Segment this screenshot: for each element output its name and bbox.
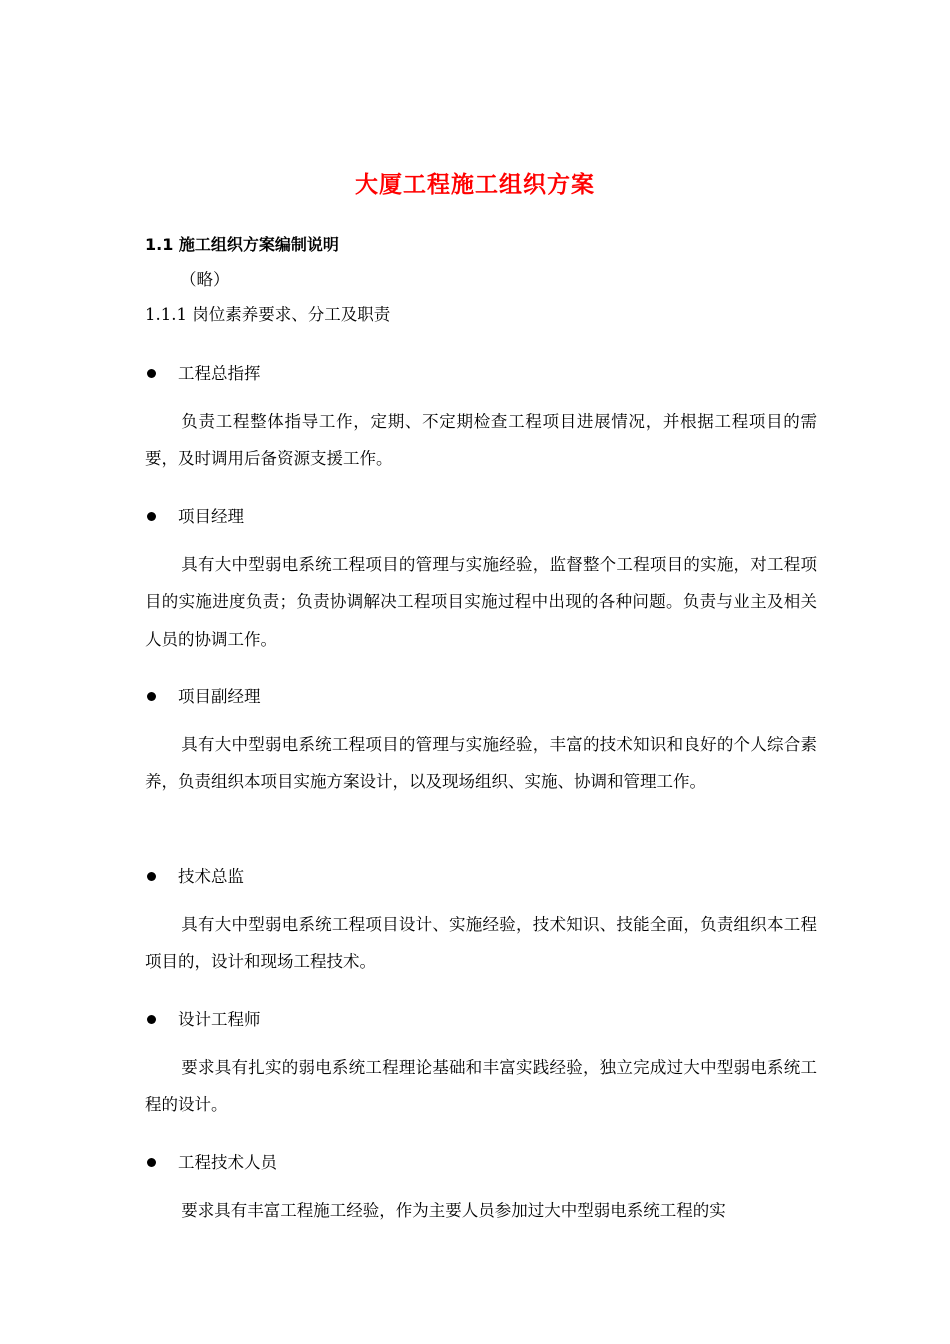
role-heading: 工程技术人员 xyxy=(178,1153,277,1172)
section-note: （略） xyxy=(180,270,230,289)
bullet-icon xyxy=(147,369,156,378)
role-heading: 项目经理 xyxy=(178,507,244,526)
role-description: 具有大中型弱电系统工程项目的管理与实施经验，丰富的技术知识和良好的个人综合素养，负责组织本项目实施方案设计，以及现场组织、实施、协调和管理工作。 xyxy=(145,735,817,792)
bullet-icon xyxy=(147,872,156,881)
bullet-icon xyxy=(147,1015,156,1024)
role-description: 要求具有扎实的弱电系统工程理论基础和丰富实践经验，独立完成过大中型弱电系统工程的设计。 xyxy=(145,1058,817,1115)
role-heading: 项目副经理 xyxy=(178,687,261,706)
role-heading: 设计工程师 xyxy=(178,1010,261,1029)
role-description: 负责工程整体指导工作，定期、不定期检查工程项目进展情况，并根据工程项目的需要，及时调用后备资源支援工作。 xyxy=(145,412,817,469)
role-description: 具有大中型弱电系统工程项目设计、实施经验，技术知识、技能全面，负责组织本工程项目的，设计和现场工程技术。 xyxy=(145,915,817,972)
bullet-icon xyxy=(147,692,156,701)
role-description: 具有大中型弱电系统工程项目的管理与实施经验，监督整个工程项目的实施，对工程项目的实施进度负责；负责协调解决工程项目实施过程中出现的各种问题。负责与业主及相关人员的协调工作。 xyxy=(145,555,817,649)
role-heading: 技术总监 xyxy=(178,867,244,886)
role-heading: 工程总指挥 xyxy=(178,364,261,383)
subsection-heading: 1.1.1 岗位素养要求、分工及职责 xyxy=(145,305,391,324)
bullet-icon xyxy=(147,1158,156,1167)
bullet-icon xyxy=(147,512,156,521)
section-heading: 1.1 施工组织方案编制说明 xyxy=(145,235,339,254)
role-description: 要求具有丰富工程施工经验，作为主要人员参加过大中型弱电系统工程的实 xyxy=(181,1201,726,1220)
document-title: 大厦工程施工组织方案 xyxy=(355,171,595,198)
